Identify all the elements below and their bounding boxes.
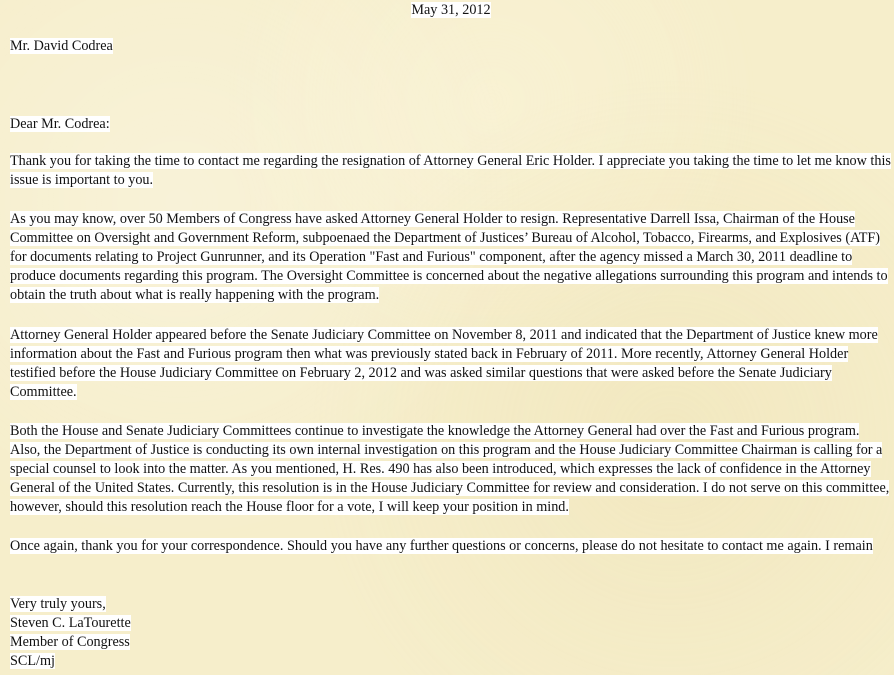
paragraph-3-text: Attorney General Holder appeared before the Senate Judiciary Committee on November 8, 2011 and indicated that the Department of Justice knew more information about the Fast and Furious program then what was previously stated back in February of 2011. More recently, Attorney General Holder testified before the House Judiciary Committee on February 2, 2012 and was asked similar questions that were asked before the Senate Judiciary Committee.: [10, 327, 878, 400]
paragraph-1: [10, 152, 892, 190]
valediction-text: Very truly yours,: [10, 596, 106, 612]
paragraph-5: [10, 537, 892, 556]
recipient-line: [10, 37, 892, 56]
date-text: May 31, 2012: [411, 2, 491, 18]
paragraph-4: [10, 422, 892, 517]
signer-title-text: Member of Congress: [10, 634, 130, 650]
salutation-line: [10, 115, 892, 134]
closing-block: [10, 595, 892, 671]
recipient-text: Mr. David Codrea: [10, 38, 113, 54]
signer-name-text: Steven C. LaTourette: [10, 615, 131, 631]
paragraph-2-text: As you may know, over 50 Members of Congress have asked Attorney General Holder to resign. Representative Darrell Issa, Chairman of the House Committee on Oversight and Government Reform, subpoenaed the Department of Justices’ Bureau of Alcohol, Tobacco, Firearms, and Explosives (ATF) for documents relating to Project Gunrunner, and its Operation "Fast and Furious" component, after the agency missed a March 30, 2011 deadline to produce documents regarding this program. The Oversight Committee is concerned about the negative allegations surrounding this program and intends to obtain the truth about what is really happening with the program.: [10, 211, 888, 303]
letter-date: [0, 1, 894, 20]
signer-title-line: [10, 633, 892, 652]
valediction-line: [10, 595, 892, 614]
paragraph-4-text: Both the House and Senate Judiciary Committees continue to investigate the knowledge the Attorney General had over the Fast and Furious program. Also, the Department of Justice is conducting its own internal investigation on this program and the House Judiciary Committee Chairman is calling for a special counsel to look into the matter. As you mentioned, H. Res. 490 has also been introduced, which expresses the lack of confidence in the Attorney General of the United States. Currently, this resolution is in the House Judiciary Committee for review and consideration. I do not serve on this committee, however, should this resolution reach the House floor for a vote, I will keep your position in mind.: [10, 423, 890, 515]
initials-line: [10, 652, 892, 671]
initials-text: SCL/mj: [10, 653, 55, 669]
paragraph-5-text: Once again, thank you for your correspondence. Should you have any further questions or concerns, please do not hesitate to contact me again. I remain: [10, 538, 873, 554]
salutation-text: Dear Mr. Codrea:: [10, 116, 110, 132]
signer-name-line: [10, 614, 892, 633]
paragraph-2: [10, 210, 892, 305]
paragraph-3: [10, 326, 892, 402]
paragraph-1-text: Thank you for taking the time to contact me regarding the resignation of Attorney General Eric Holder. I appreciate you taking the time to let me know this issue is important to you.: [10, 153, 891, 188]
